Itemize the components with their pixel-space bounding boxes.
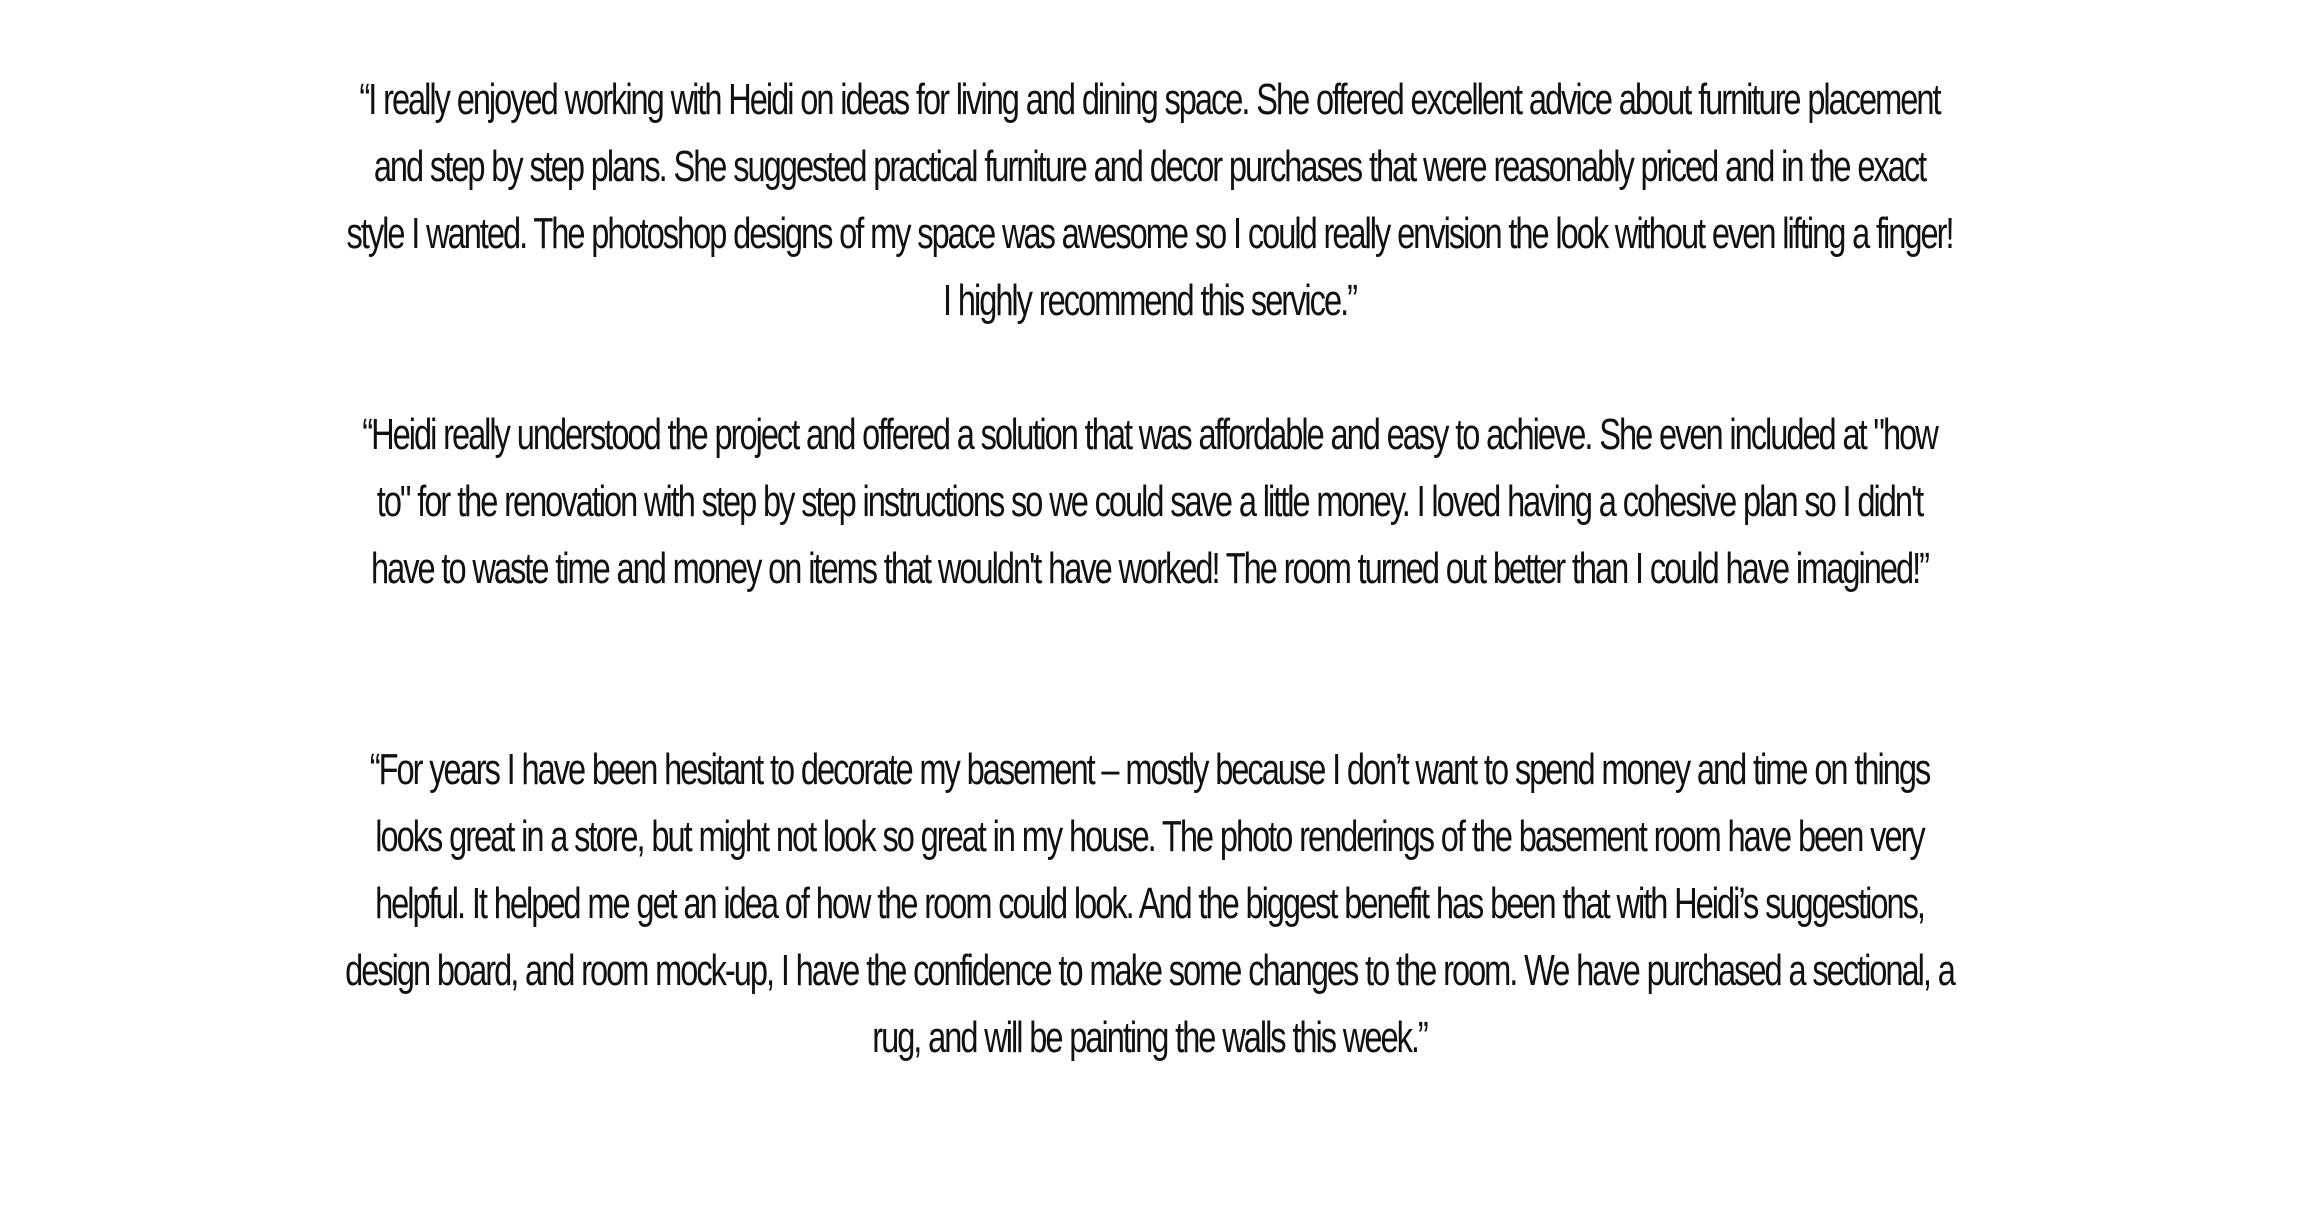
testimonial-quote-1: “I really enjoyed working with Heidi on ideas for living and dining space. She offered excellent advice about furniture placement and step by step plans. She suggested practical furniture and decor purchases that were reasonably priced and in the exact style I wanted. The photoshop designs of my space was awesome so I could really envision the look without even lifting a finger! I highly recommend this service.”: [346, 75, 1953, 325]
testimonial-quote-3: “For years I have been hesitant to decorate my basement – mostly because I don’t want to spend money and time on things looks great in a store, but might not look so great in my house. The photo renderings of the basement room have been very helpful. It helped me get an idea of how the room could look. And the biggest benefit has been that with Heidi’s suggestions, design board, and room mock-up, I have the confidence to make some changes to the room. We have purchased a sectional, a rug, and will be painting the walls this week.”: [345, 745, 1954, 1062]
testimonial-quote-2: “Heidi really understood the project and offered a solution that was affordable and easy to achieve. She even included at "how to" for the renovation with step by step instructions so we could save a little money. I loved having a cohesive plan so I didn't have to waste time and money on items that wouldn't have worked! The room turned out better than I could have imagined!”: [362, 410, 1937, 593]
